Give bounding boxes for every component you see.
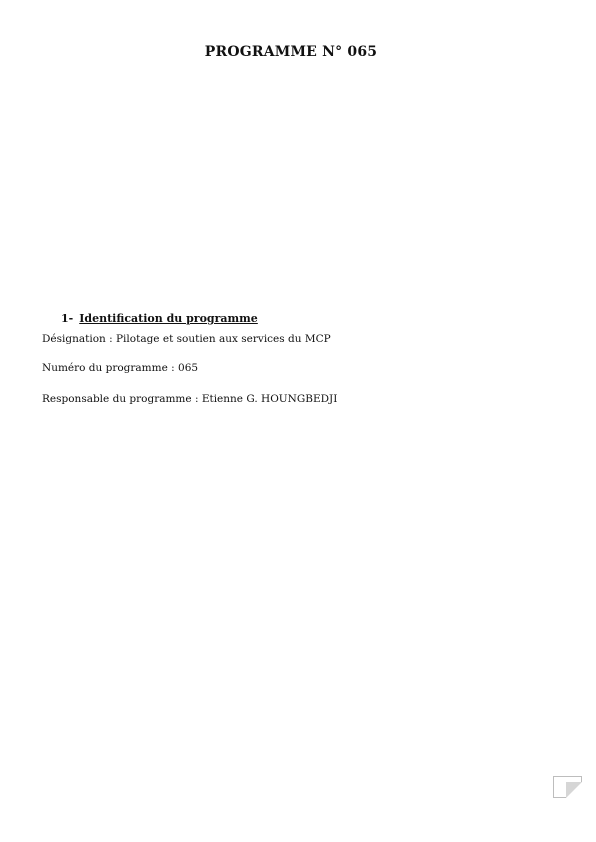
programme-manager-line: Responsable du programme : Etienne G. HOUNGBEDJI (42, 393, 338, 405)
page-fold-icon (566, 782, 582, 798)
page-number-badge (553, 776, 582, 798)
page-title: PROGRAMME N° 065 (204, 44, 378, 60)
section-heading (61, 312, 258, 325)
programme-number-line: Numéro du programme : 065 (42, 362, 199, 374)
designation-line: Désignation : Pilotage et soutien aux services du MCP (42, 333, 331, 345)
section-title: Identification du programme (79, 312, 258, 325)
section-number: 1- (61, 312, 74, 325)
page-number: 1 (565, 781, 570, 789)
